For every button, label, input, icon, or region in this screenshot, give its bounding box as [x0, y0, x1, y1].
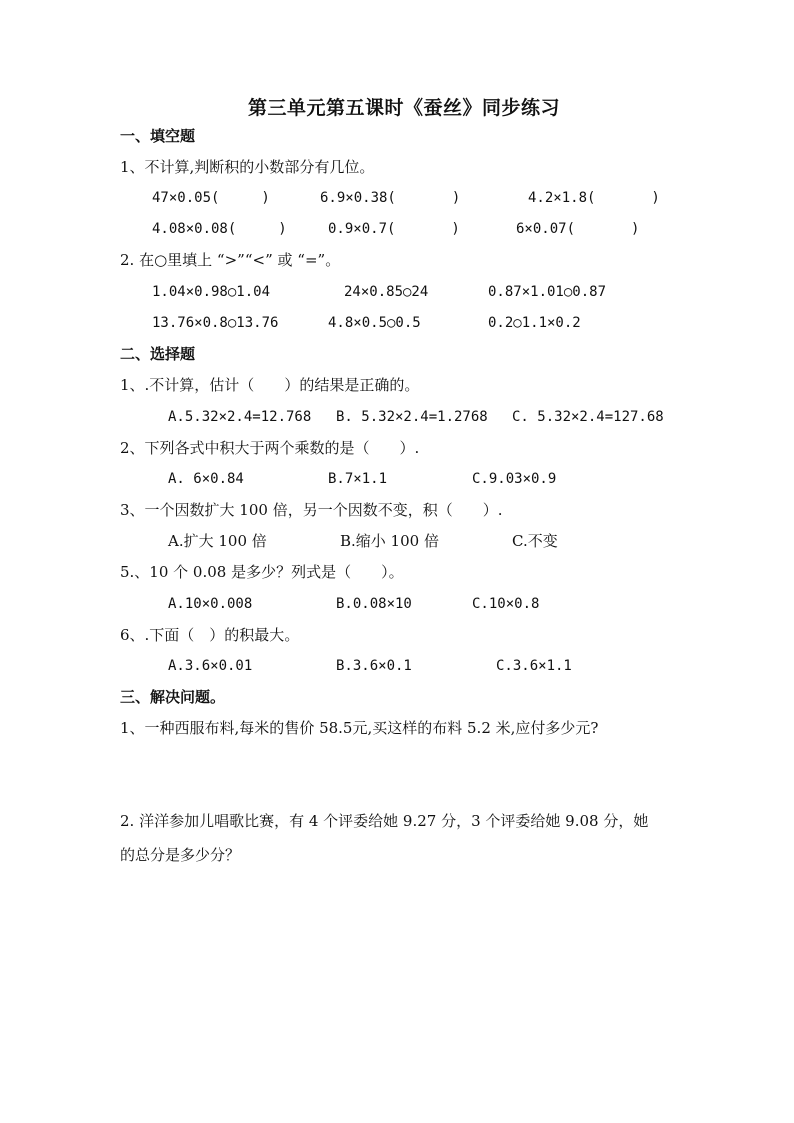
- comparison-item: 4.8×0.5○0.5: [328, 315, 421, 331]
- comparison-item: 0.2○1.1×0.2: [488, 315, 581, 331]
- choice-option: A.扩大 100 倍: [168, 532, 267, 550]
- choice-option: C.3.6×1.1: [496, 658, 572, 674]
- question-prompt: 3、一个因数扩大 100 倍，另一个因数不变，积（ ）.: [120, 501, 503, 519]
- choice-option: B.7×1.1: [328, 471, 388, 487]
- section-heading-problem-solving: 三、解决问题。: [120, 688, 226, 706]
- comparison-item: 0.87×1.01○0.87: [488, 284, 607, 300]
- choice-option: C.10×0.8: [472, 596, 540, 612]
- expression-item: 4.08×0.08( ): [152, 221, 287, 237]
- expression-item: 47×0.05( ): [152, 190, 270, 206]
- word-problem-continued: 的总分是多少分？: [120, 846, 241, 864]
- choice-option: A.5.32×2.4=12.768: [168, 409, 312, 425]
- comparison-item: 24×0.85○24: [344, 284, 429, 300]
- comparison-item: 1.04×0.98○1.04: [152, 284, 271, 300]
- question-prompt: 6、.下面（ ）的积最大。: [120, 626, 300, 644]
- choice-option: B.3.6×0.1: [336, 658, 412, 674]
- choice-option: B.0.08×10: [336, 596, 412, 612]
- question-prompt: 2、下列各式中积大于两个乘数的是（ ）.: [120, 439, 420, 457]
- choice-option: B. 5.32×2.4=1.2768: [336, 409, 488, 425]
- choice-option: A.3.6×0.01: [168, 658, 253, 674]
- expression-item: 6.9×0.38( ): [320, 190, 461, 206]
- comparison-item: 13.76×0.8○13.76: [152, 315, 279, 331]
- expression-item: 6×0.07( ): [516, 221, 640, 237]
- question-prompt: 5.、10 个 0.08 是多少？列式是（ ）。: [120, 563, 404, 581]
- choice-option: A.10×0.008: [168, 596, 253, 612]
- choice-option: C.9.03×0.9: [472, 471, 557, 487]
- section-heading-fill-blank: 一、填空题: [120, 127, 196, 145]
- word-problem: 1、一种西服布料,每米的售价 58.5元,买这样的布料 5.2 米,应付多少元?: [120, 719, 599, 737]
- choice-option: C. 5.32×2.4=127.68: [512, 409, 664, 425]
- question-prompt: 2. 在○里填上 “>”“<” 或 “=”。: [120, 251, 341, 269]
- choice-option: C.不变: [512, 532, 558, 550]
- word-problem: 2. 洋洋参加儿唱歌比赛，有 4 个评委给她 9.27 分，3 个评委给她 9.08 分，她: [120, 812, 649, 830]
- expression-item: 0.9×0.7( ): [328, 221, 460, 237]
- page-title: 第三单元第五课时《蚕丝》同步练习: [248, 97, 561, 119]
- choice-option: A. 6×0.84: [168, 471, 244, 487]
- section-heading-multiple-choice: 二、选择题: [120, 345, 196, 363]
- question-prompt: 1、不计算,判断积的小数部分有几位。: [120, 158, 375, 176]
- choice-option: B.缩小 100 倍: [340, 532, 439, 550]
- expression-item: 4.2×1.8( ): [528, 190, 660, 206]
- question-prompt: 1、.不计算，估计（ ）的结果是正确的。: [120, 376, 420, 394]
